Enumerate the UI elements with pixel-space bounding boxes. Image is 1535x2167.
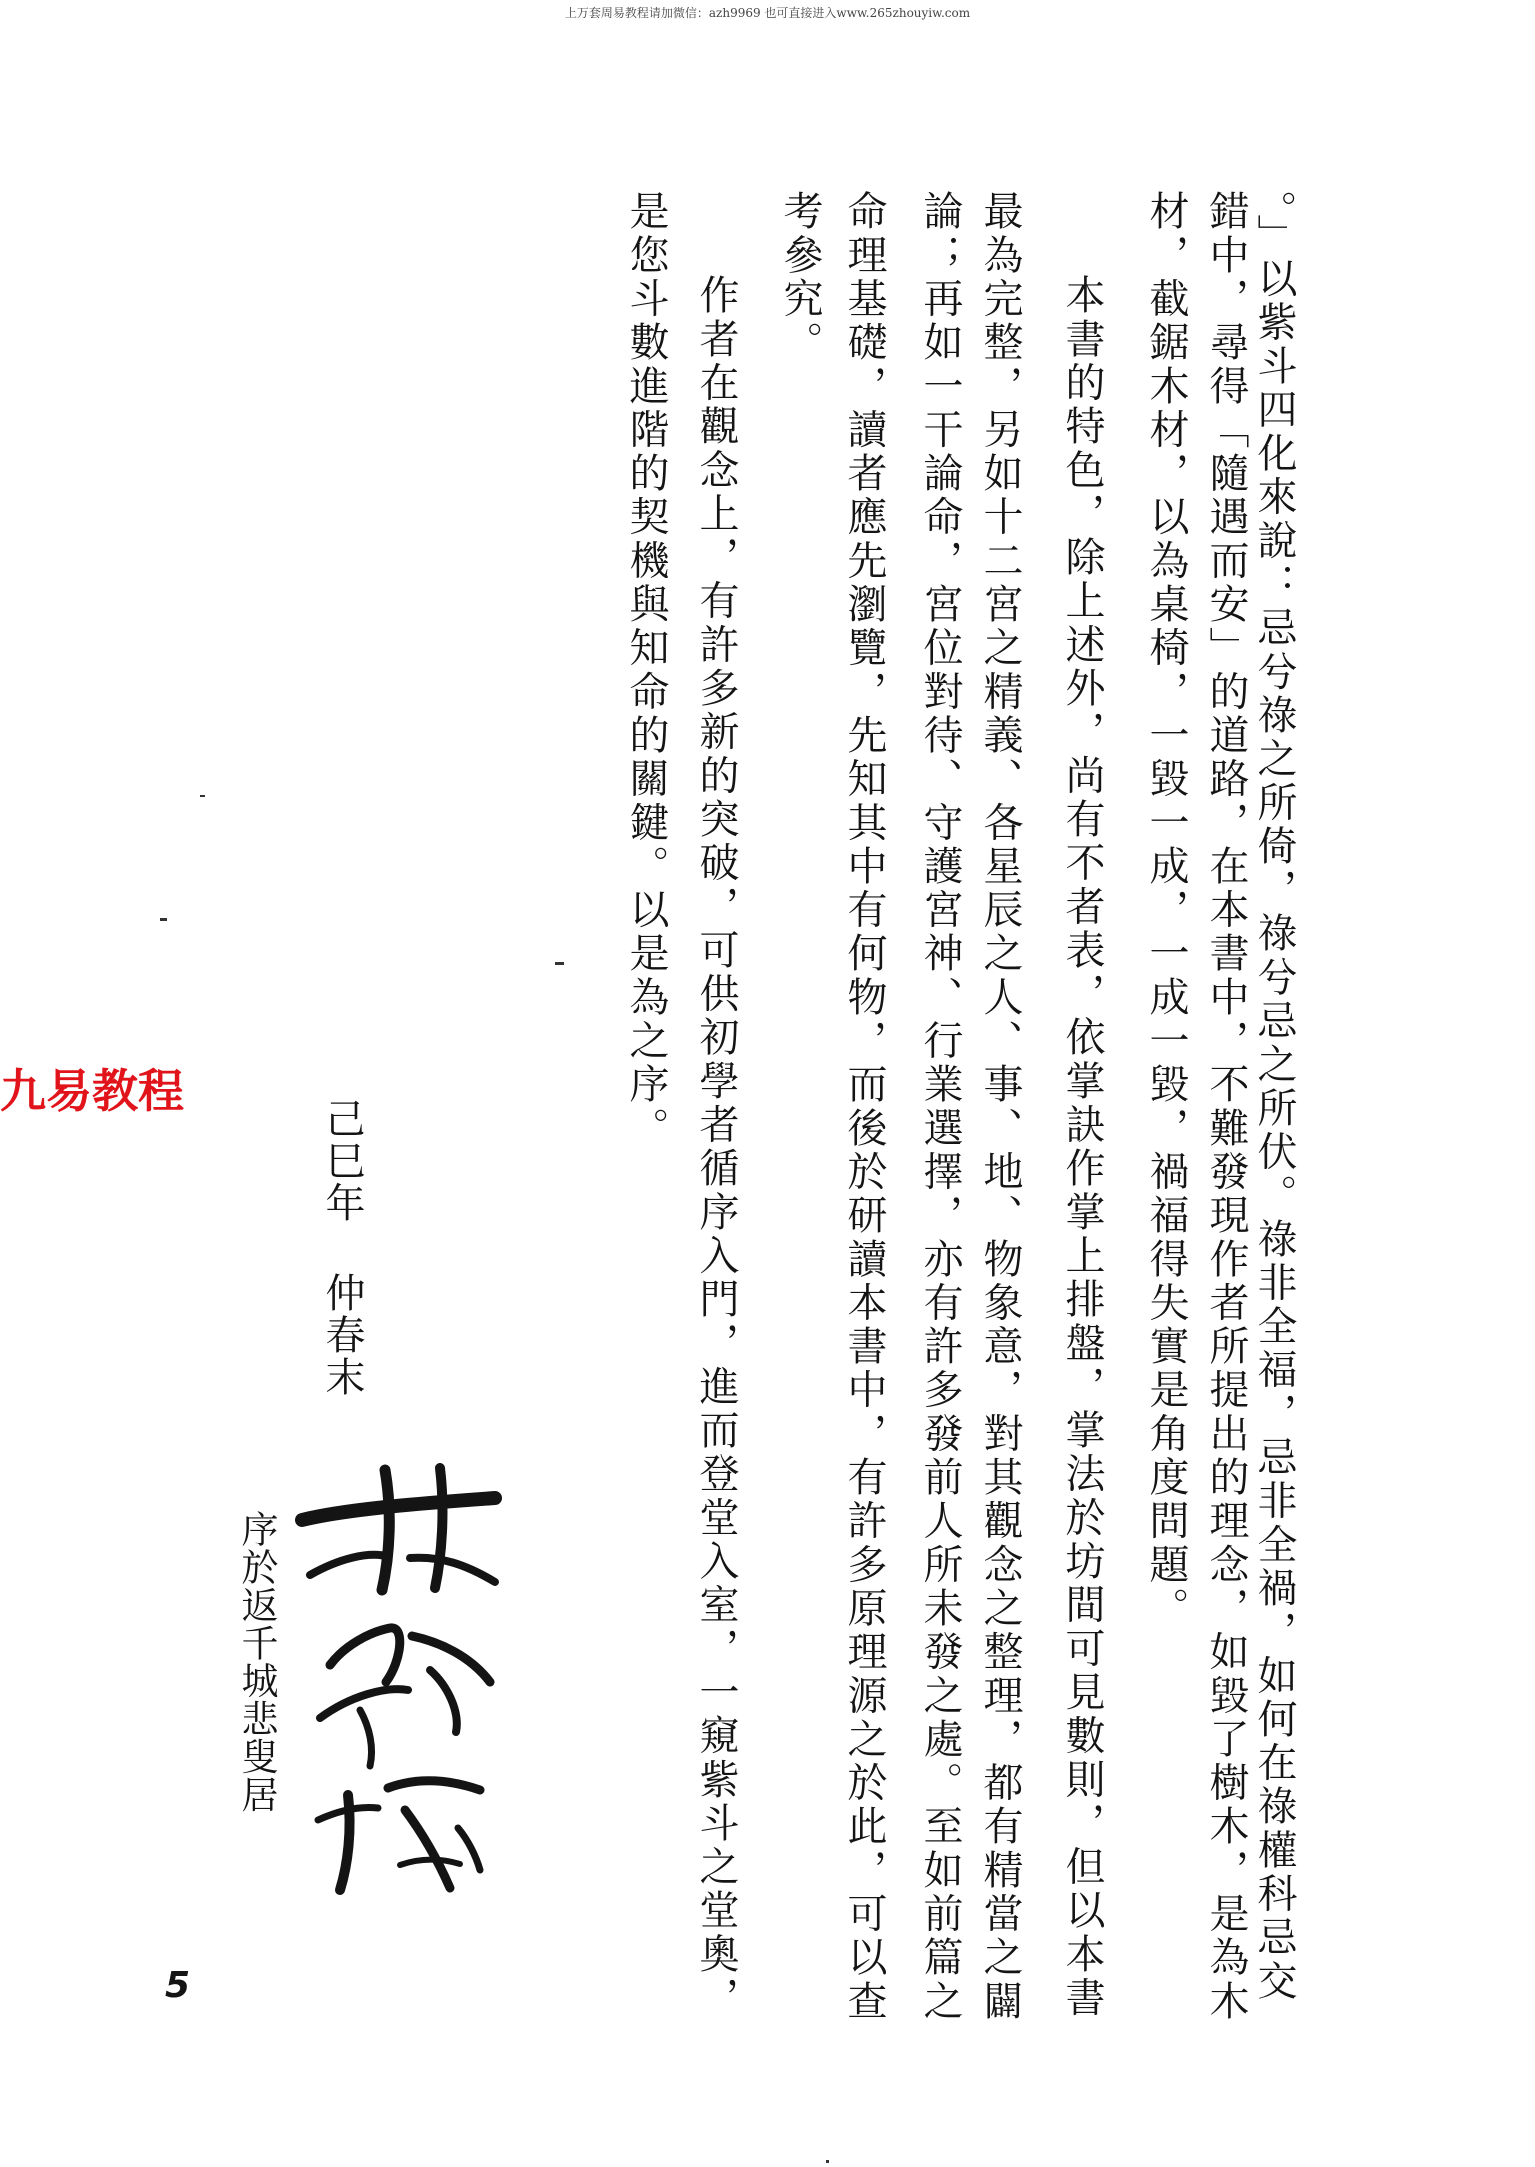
text-column-1: 。」以紫斗四化來說：忌兮祿之所倚，祿兮忌之所伏。祿非全福，忌非全禍，如何在祿權科忌交 <box>1251 190 1297 2004</box>
signature-place: 序於返千城悲叟居 <box>235 1510 278 1814</box>
text-column-5: 最為完整，另如十二宮之精義、各星辰之人、事、地、物象意，對其觀念之整理，都有精當之闢 <box>977 190 1023 2024</box>
text-column-3: 材，截鋸木材，以為桌椅，一毀一成，一成一毀，禍福得失實是角度問題。 <box>1143 190 1189 1631</box>
page-number: 5 <box>165 1965 191 2006</box>
scan-speck <box>555 962 564 965</box>
text-column-10: 是您斗數進階的契機與知命的關鍵。以是為之序。 <box>623 190 669 1151</box>
text-column-4: 本書的特色，除上述外，尚有不者表，依掌訣作掌上排盤，掌法於坊間可見數則，但以本書 <box>1059 274 1105 2020</box>
author-signature-image <box>290 1460 510 1910</box>
scan-speck <box>200 795 205 797</box>
text-column-6: 論；再如一干論命，宮位對待、守護宮神、行業選擇，亦有許多發前人所未發之處。至如前篇之 <box>917 190 963 2024</box>
scan-speck <box>826 2160 829 2163</box>
text-column-8: 考參究。 <box>777 190 823 365</box>
header-banner: 上万套周易教程请加微信：azh9969 也可直接进入www.265zhouyiw.com <box>564 6 971 20</box>
text-column-7: 命理基礎，讀者應先瀏覽，先知其中有何物，而後於研讀本書中，有許多原理源之於此，可以查 <box>841 190 887 2024</box>
text-column-2: 錯中，尋得「隨遇而安」的道路，在本書中，不難發現作者所提出的理念，如毀了樹木，是為木 <box>1203 190 1249 2024</box>
scan-speck <box>160 918 167 921</box>
watermark-label: 九易教程 <box>0 1064 184 1118</box>
signature-date: 己巳年 仲春末 <box>319 1098 365 1398</box>
text-column-9: 作者在觀念上，有許多新的突破，可供初學者循序入門，進而登堂入室，一窺紫斗之堂奧， <box>693 274 739 2020</box>
